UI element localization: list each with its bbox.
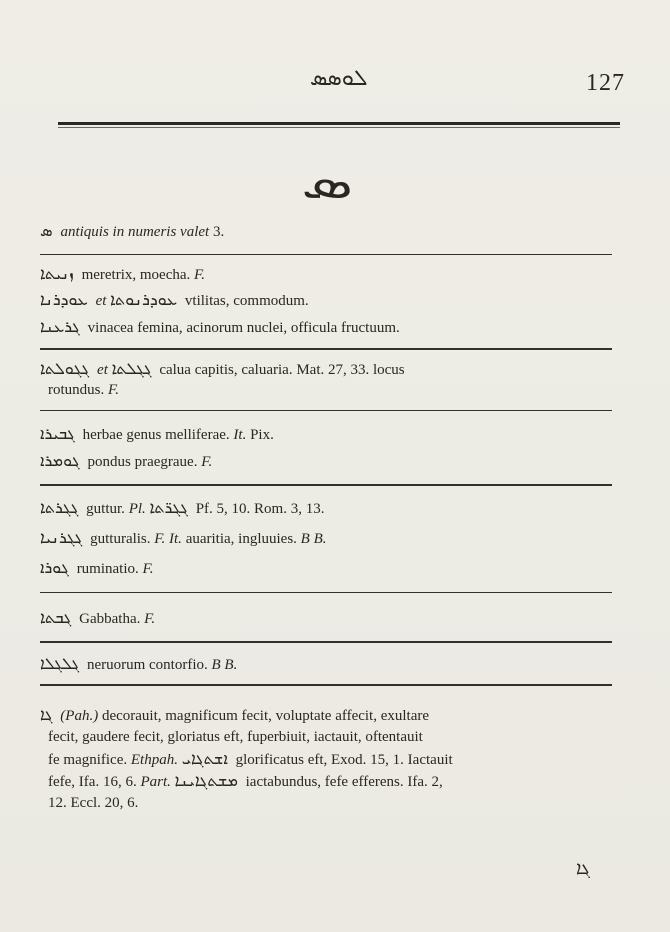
definition-line: fefe, Ifa. 16, 6. bbox=[48, 774, 137, 790]
conjunction: et bbox=[95, 293, 107, 309]
definition-italic: antiquis in numeris valet bbox=[60, 224, 210, 240]
headword: ܥܘܕܪܢܐ bbox=[40, 290, 88, 309]
headword: ܙܢܝܬܐ bbox=[40, 264, 74, 283]
definition: pondus praegraue. bbox=[87, 454, 202, 470]
headword: ܓܠܓܠܐ bbox=[40, 654, 80, 673]
source-abbr: B B. bbox=[300, 531, 327, 547]
catchword: ܓܐ bbox=[576, 858, 591, 879]
entry bbox=[40, 291, 630, 310]
definition: rotundus. bbox=[48, 382, 108, 398]
definition: Gabbatha. bbox=[79, 611, 145, 627]
entry bbox=[40, 452, 630, 471]
source-abbr: F. bbox=[194, 267, 205, 283]
source-abbr: F. bbox=[201, 454, 213, 470]
entry-continuation bbox=[40, 794, 630, 812]
conjunction: et bbox=[97, 362, 108, 378]
entry-rule bbox=[40, 348, 612, 350]
definition-line: iactabundus, fefe efferens. Ifa. 2, bbox=[245, 774, 443, 790]
stem-marker: Ethpah. bbox=[130, 752, 178, 768]
entry-continuation bbox=[40, 772, 630, 791]
source-abbr: F. bbox=[144, 611, 156, 627]
definition: 3. bbox=[209, 224, 225, 240]
definition-line: fe magnifice. bbox=[48, 752, 128, 768]
section-letter: ܣ bbox=[301, 158, 354, 209]
entry-rule bbox=[40, 254, 612, 255]
entry-rule bbox=[40, 410, 612, 411]
definition: herbae genus melliferae. bbox=[82, 427, 234, 443]
headword-derived: ܡܫܬܓܐܝܢܐ bbox=[174, 771, 238, 790]
entry bbox=[40, 529, 630, 548]
entry bbox=[40, 499, 630, 518]
entry bbox=[40, 655, 630, 674]
definition-line: fecit, gaudere fecit, gloriatus eft, fuperbiuit, iactauit, oftentauit bbox=[48, 729, 423, 745]
headword-derived: ܐܫܬܓܐܝ bbox=[181, 749, 228, 768]
headword: ܣ bbox=[40, 221, 53, 240]
headword-plural: ܓܓܪ̈ܬܐ bbox=[149, 498, 188, 517]
entry-rule bbox=[40, 684, 612, 686]
definition-extra: auaritia, ingluuies. bbox=[181, 531, 301, 547]
source-abbr: F. bbox=[142, 561, 154, 577]
header-rule bbox=[58, 122, 620, 125]
running-head-word-2: ܣܣ bbox=[310, 66, 342, 91]
headword: ܓܪܥܢܐ bbox=[40, 317, 80, 336]
entry-continuation bbox=[40, 728, 630, 746]
entry-letter-value bbox=[40, 222, 630, 241]
definition-extra: Pix. bbox=[246, 427, 274, 443]
headword: ܓܘܡܪܐ bbox=[40, 451, 80, 470]
headword: ܓܐ bbox=[40, 705, 53, 724]
definition-line: decorauit, magnificum fecit, voluptate affecit, exultare bbox=[101, 708, 430, 724]
definition: vtilitas, commodum. bbox=[184, 293, 309, 309]
definition: vinacea femina, acinorum nuclei, officula fructuum. bbox=[87, 320, 400, 336]
running-head-word-1: ܠܘ bbox=[341, 66, 368, 91]
headword: ܓܓܘܠܬܐ bbox=[40, 359, 90, 378]
entry bbox=[40, 609, 630, 628]
headword: ܓܒܝܪܐ bbox=[40, 424, 75, 443]
entry-rule bbox=[40, 641, 612, 643]
header-rule-thin bbox=[58, 127, 620, 128]
entry bbox=[40, 265, 630, 284]
entry bbox=[40, 318, 630, 337]
source-abbr: F. bbox=[154, 531, 166, 547]
source-abbr: F. bbox=[108, 382, 119, 398]
headword-variant: ܓܓܠܬܐ bbox=[111, 359, 152, 378]
headword: ܓܓܪܢܝܐ bbox=[40, 528, 83, 547]
headword-variant: ܥܘܕܪܢܘܬܐ bbox=[110, 290, 178, 309]
plural-marker: Pl. bbox=[128, 501, 146, 517]
definition: neruorum contorfio. bbox=[86, 657, 212, 673]
definition: meretrix, moecha. bbox=[81, 267, 195, 283]
definition-line: glorificatus eft, Exod. 15, 1. Iactauit bbox=[235, 752, 453, 768]
reference: Pf. 5, 10. Rom. 3, 13. bbox=[195, 501, 325, 517]
item-marker: It. bbox=[233, 427, 247, 443]
entry bbox=[40, 425, 630, 444]
definition: calua capitis, caluaria. Mat. 27, 33. locus bbox=[159, 362, 405, 378]
stem-marker: Part. bbox=[140, 774, 171, 790]
entry bbox=[40, 559, 630, 578]
definition: guttur. bbox=[86, 501, 129, 517]
entry-continuation bbox=[40, 381, 630, 399]
running-head bbox=[282, 66, 368, 91]
entry-continuation bbox=[40, 750, 630, 769]
item-marker: It. bbox=[165, 531, 182, 547]
entry-rule bbox=[40, 592, 612, 593]
stem-marker: (Pah.) bbox=[60, 708, 99, 724]
definition-line: 12. Eccl. 20, 6. bbox=[48, 795, 139, 811]
entry-long bbox=[40, 706, 630, 725]
headword: ܓܘܪܐ bbox=[40, 558, 69, 577]
source-abbr: B B. bbox=[211, 657, 238, 673]
page-number: 127 bbox=[586, 70, 625, 96]
definition: ruminatio. bbox=[76, 561, 143, 577]
entry-rule bbox=[40, 484, 612, 486]
headword: ܓܒܬܐ bbox=[40, 608, 72, 627]
entry bbox=[40, 360, 630, 379]
headword: ܓܓܪܬܐ bbox=[40, 498, 79, 517]
definition: gutturalis. bbox=[90, 531, 155, 547]
